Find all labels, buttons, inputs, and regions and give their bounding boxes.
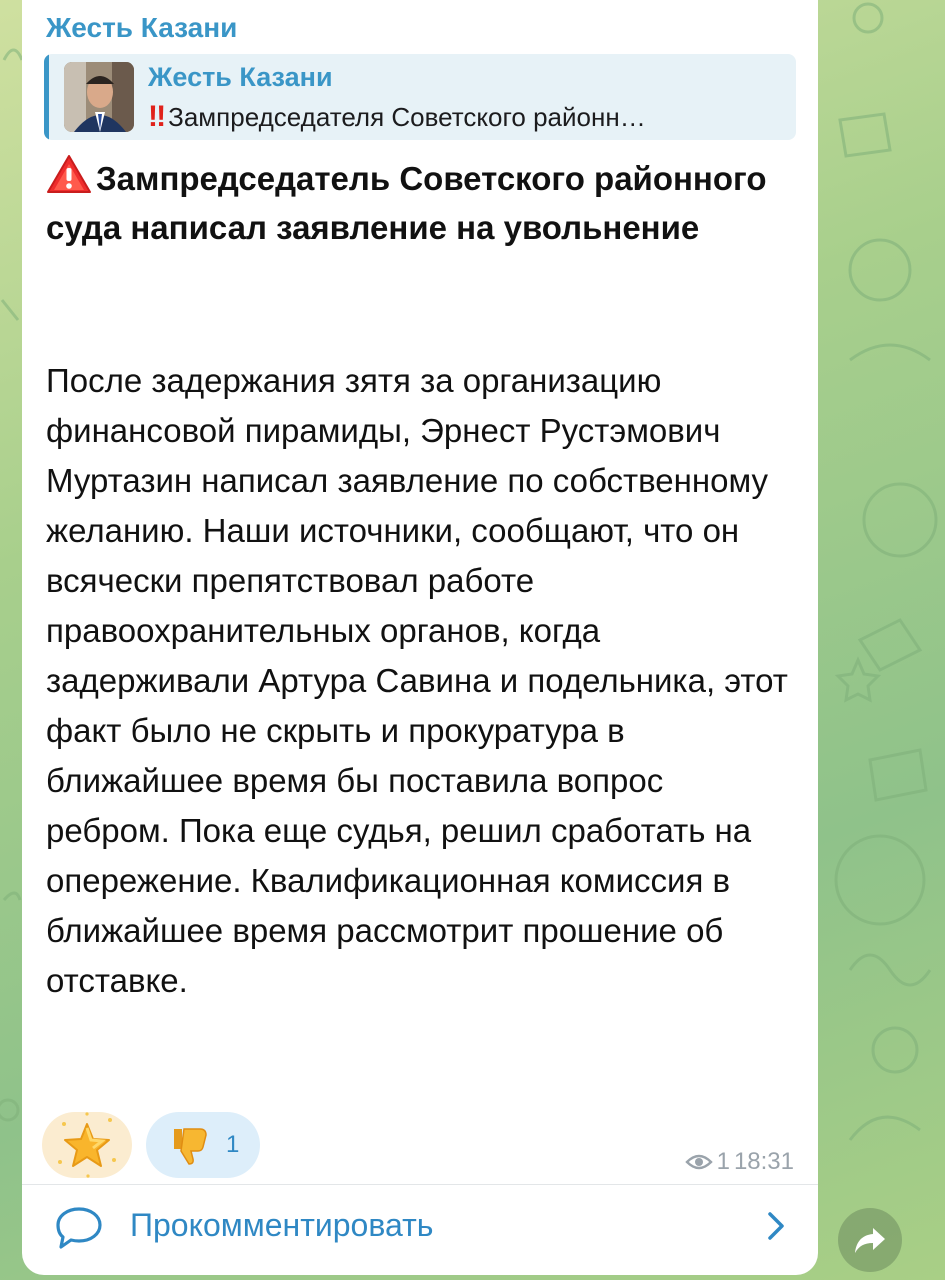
double-exclamation-icon: ‼ (148, 100, 161, 133)
reply-thumbnail (64, 62, 134, 132)
reaction-count: 1 (226, 1131, 240, 1158)
message-time: 18:31 (733, 1148, 794, 1175)
comment-icon (54, 1205, 104, 1251)
reply-accent-bar (44, 54, 49, 140)
message-meta (685, 1148, 794, 1176)
reaction-thumbs-down[interactable] (146, 1112, 260, 1178)
eye-icon (685, 1152, 713, 1172)
star-icon (52, 1110, 122, 1180)
reply-snippet-text: Зампредседателя Советского районн… (168, 102, 646, 132)
post-body: После задержания зятя за организацию финансовой пирамиды, Эрнест Рустэмович Муртазин написал заявление по собственному желанию. Наши источники, сообщают, что он всячески препятствовал работе правоохранительных органов, когда задерживали Артура Савина и подельника, этот факт было не скрыть и прокуратура в ближайшее время бы поставила вопрос ребром. Пока еще судья, решил сработать на опережение. Квалификационная комиссия в ближайшее время рассмотрит прошение об отставке. (46, 362, 788, 999)
warning-icon (46, 154, 92, 194)
view-count: 1 (716, 1148, 730, 1175)
comment-button[interactable] (22, 1185, 818, 1271)
chevron-right-icon (766, 1211, 786, 1241)
thumbs-down-icon (168, 1123, 212, 1167)
reply-preview[interactable] (44, 54, 796, 140)
post-title-text: Зампредседатель Советского районного суда написал заявление на увольнение (46, 160, 767, 246)
reply-snippet (148, 100, 788, 134)
share-button[interactable] (838, 1208, 902, 1272)
share-icon (853, 1225, 887, 1255)
post-title (46, 154, 786, 252)
message-bubble (22, 0, 818, 1275)
comment-label: Прокомментировать (130, 1207, 434, 1243)
reaction-star[interactable] (42, 1112, 132, 1178)
reply-title: Жесть Казани (148, 62, 333, 92)
channel-name[interactable]: Жесть Казани (46, 12, 238, 43)
